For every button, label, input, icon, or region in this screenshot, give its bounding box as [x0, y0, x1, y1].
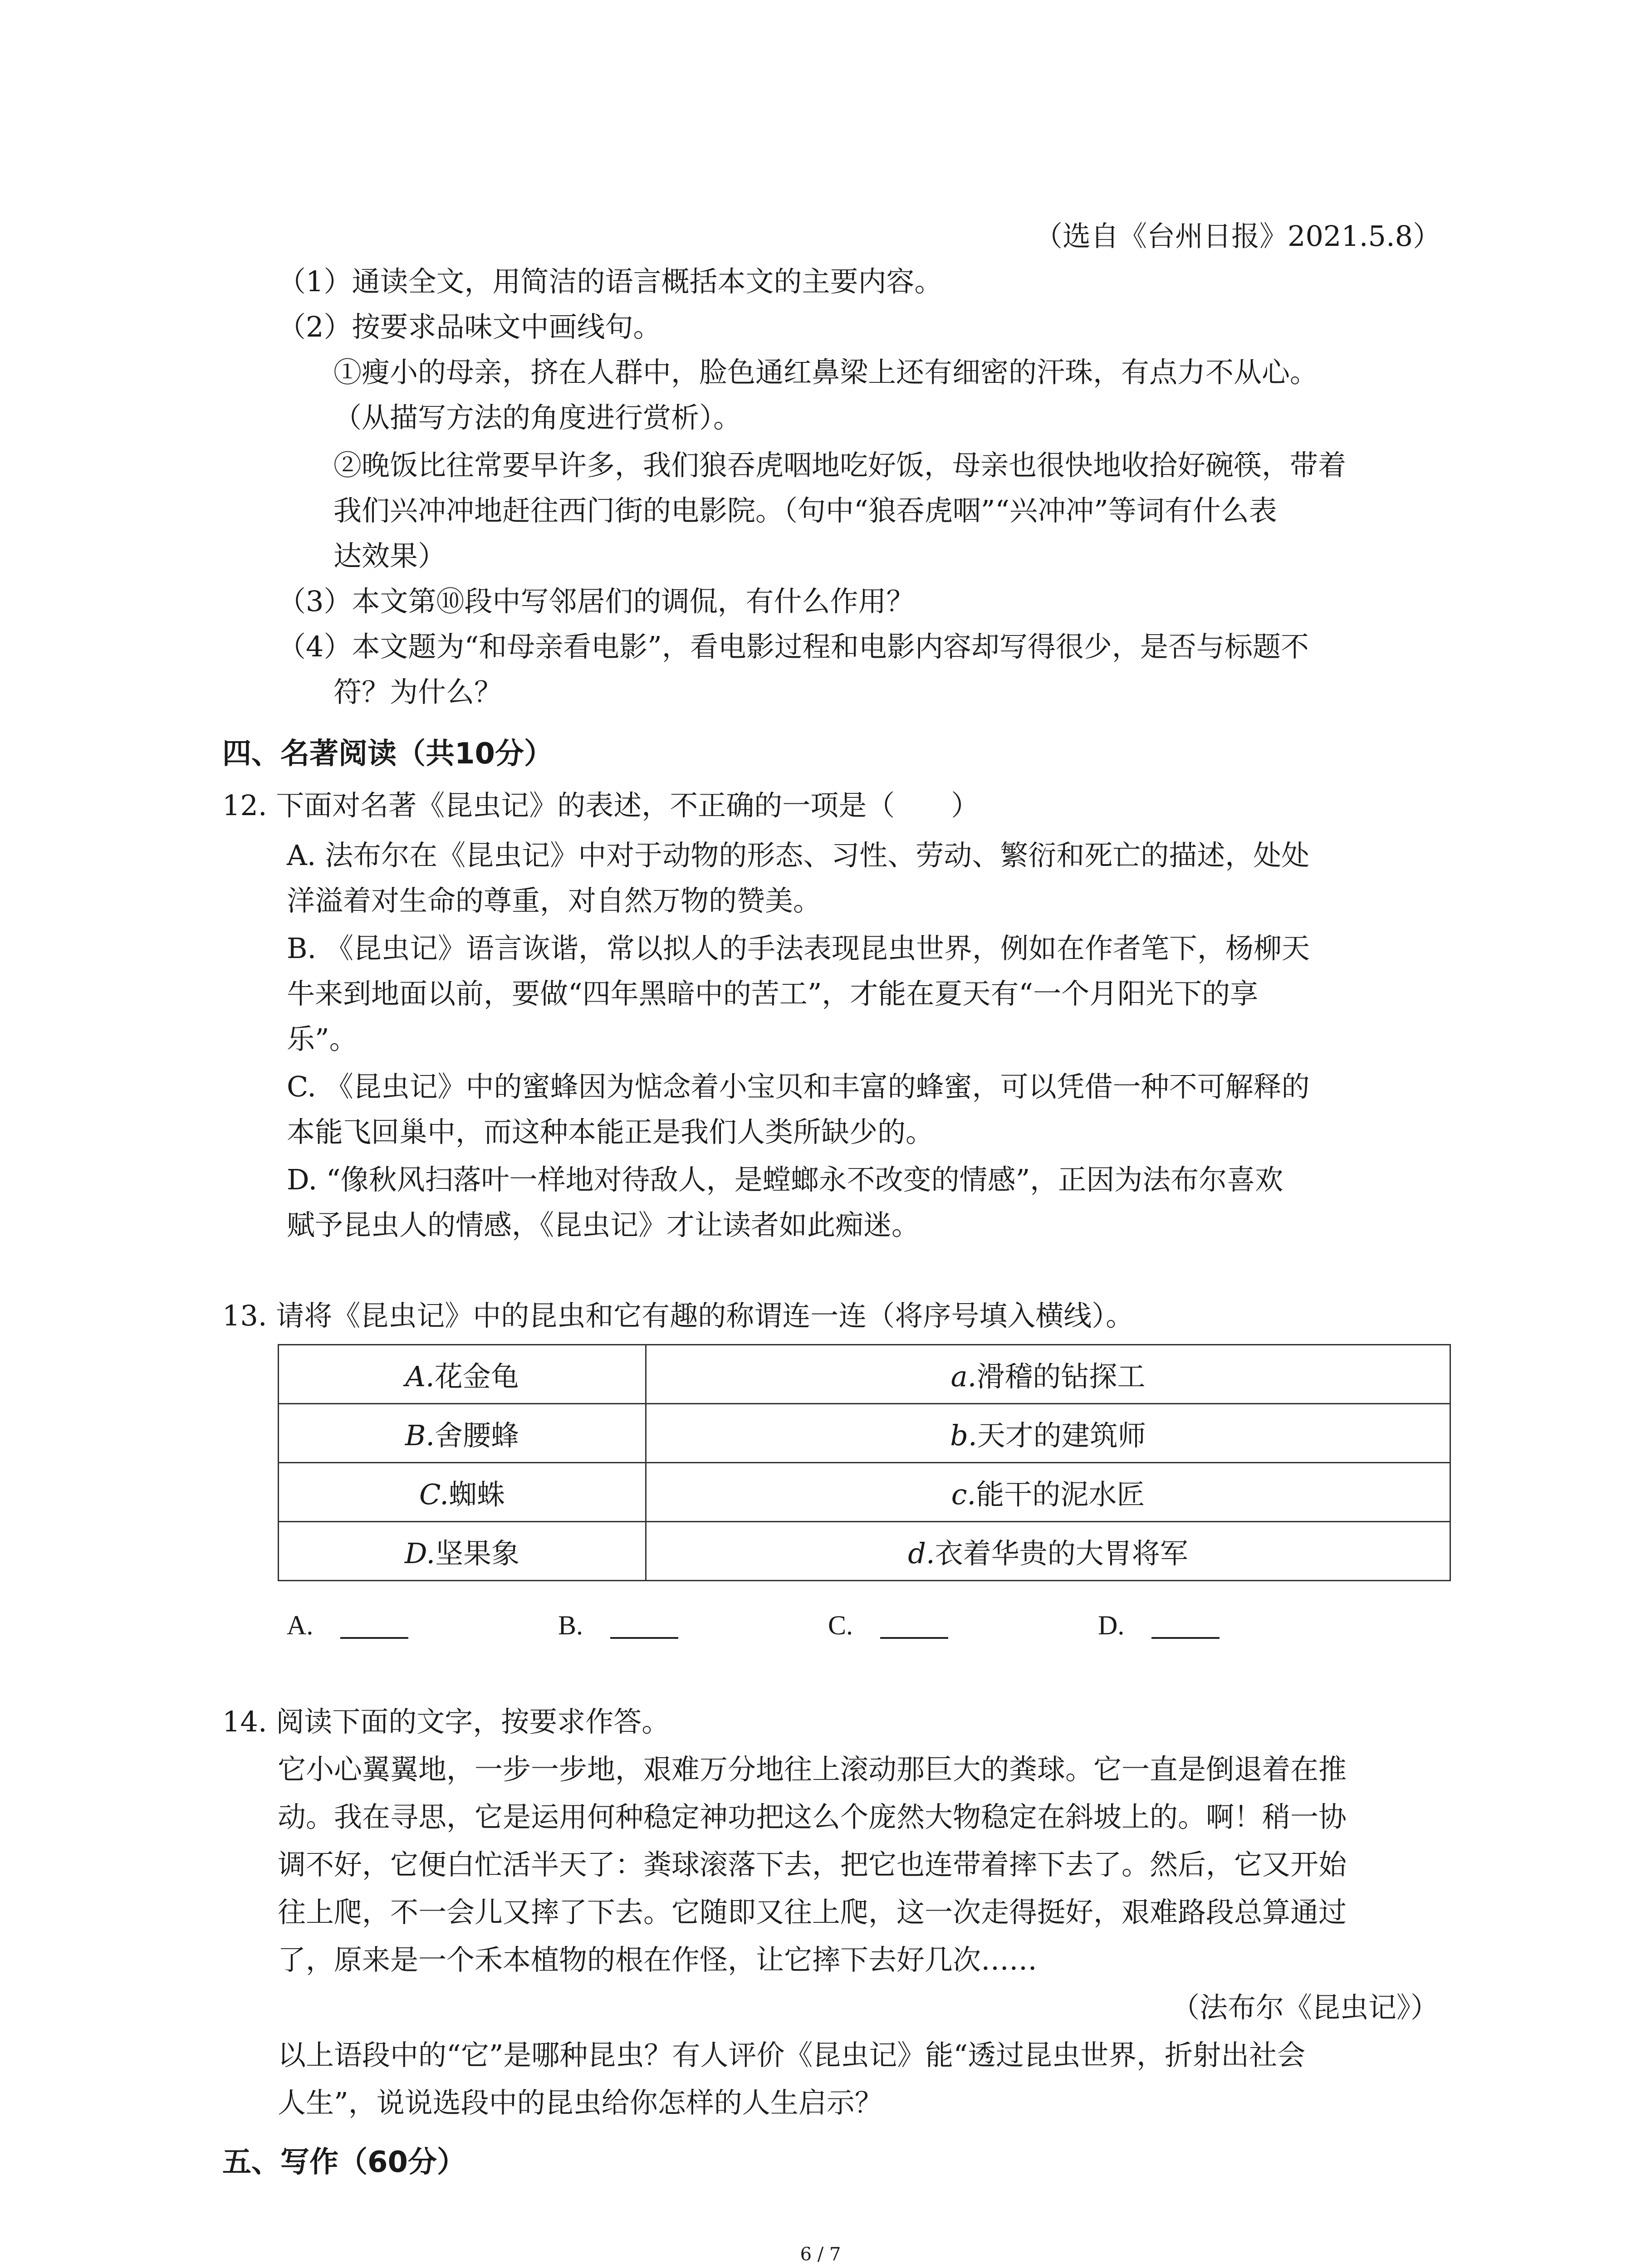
q14-passage-line-5: 了，原来是一个禾本植物的根在作怪，让它摔下去好几次…… — [278, 1943, 1038, 1976]
question-2-item-2-line-1: ②晚饭比往常要早许多，我们狼吞虎咽地吃好饭，母亲也很快地收拾好碗筷，带着 — [333, 449, 1347, 482]
q14-stem: 14. 阅读下面的文字，按要求作答。 — [222, 1705, 670, 1738]
table-row — [279, 1404, 1450, 1463]
question-4-line-2: 符？为什么？ — [333, 675, 503, 709]
question-1: （1）通读全文，用简洁的语言概括本文的主要内容。 — [278, 265, 943, 298]
q12-option-b-line-2: 牛来到地面以前，要做“四年黑暗中的苦工”，才能在夏天有“一个月阳光下的享 — [287, 977, 1259, 1010]
nickname-cell: d.衣着华贵的大胃将军 — [646, 1522, 1450, 1581]
q14-passage-line-1: 它小心翼翼地，一步一步地，艰难万分地往上滚动那巨大的粪球。它一直是倒退着在推 — [278, 1753, 1347, 1786]
answer-blank-d[interactable]: D. — [1098, 1612, 1220, 1639]
answer-blank-c[interactable]: C. — [828, 1612, 948, 1639]
q12-option-d-line-1: D. “像秋风扫落叶一样地对待敌人，是螳螂永不改变的情感”，正因为法布尔喜欢 — [287, 1163, 1283, 1196]
table-row — [279, 1345, 1450, 1404]
insect-matching-table — [278, 1344, 1451, 1581]
source-citation: （选自《台州日报》2021.5.8） — [1034, 220, 1441, 253]
insect-cell: D.坚果象 — [279, 1522, 646, 1581]
insect-cell: B.舍腰蜂 — [279, 1404, 646, 1463]
question-2: （2）按要求品味文中画线句。 — [278, 310, 661, 343]
q14-passage-line-2: 动。我在寻思，它是运用何种稳定神功把这么个庞然大物稳定在斜坡上的。啊！稍一协 — [278, 1800, 1347, 1833]
section-4-title: 四、名著阅读（共10分） — [222, 737, 554, 771]
table-row — [279, 1522, 1450, 1581]
q14-passage-line-3: 调不好，它便白忙活半天了：粪球滚落下去，把它也连带着摔下去了。然后，它又开始 — [278, 1848, 1347, 1881]
page-number: 6 / 7 — [800, 2244, 841, 2265]
q12-option-b-line-3: 乐”。 — [287, 1022, 358, 1056]
q12-option-a-line-1: A. 法布尔在《昆虫记》中对于动物的形态、习性、劳动、繁衍和死亡的描述，处处 — [287, 839, 1310, 872]
question-3: （3）本文第⑩段中写邻居们的调侃，有什么作用？ — [278, 585, 915, 618]
answer-blank-b[interactable]: B. — [558, 1612, 678, 1639]
q12-option-c-line-2: 本能飞回巢中，而这种本能正是我们人类所缺少的。 — [287, 1115, 934, 1149]
question-2-item-1-line-1: ①瘦小的母亲，挤在人群中，脸色通红鼻梁上还有细密的汗珠，有点力不从心。 — [333, 356, 1318, 389]
q12-option-a-line-2: 洋溢着对生命的尊重，对自然万物的赞美。 — [287, 884, 822, 917]
q14-passage-source: （法布尔《昆虫记》） — [1171, 1991, 1439, 2024]
q14-question-line-2: 人生”，说说选段中的昆虫给你怎样的人生启示？ — [278, 2086, 883, 2119]
q14-question-line-1: 以上语段中的“它”是哪种昆虫？有人评价《昆虫记》能“透过昆虫世界，折射出社会 — [278, 2038, 1306, 2072]
question-4-line-1: （4）本文题为“和母亲看电影”，看电影过程和电影内容却写得很少，是否与标题不 — [278, 630, 1309, 663]
table-row — [279, 1463, 1450, 1522]
nickname-cell: b.天才的建筑师 — [646, 1404, 1450, 1463]
q14-passage-line-4: 往上爬，不一会儿又摔了下去。它随即又往上爬，这一次走得挺好，艰难路段总算通过 — [278, 1896, 1347, 1929]
insect-cell: C.蜘蛛 — [279, 1463, 646, 1522]
q12-stem: 12. 下面对名著《昆虫记》的表述，不正确的一项是（ ） — [222, 789, 980, 822]
question-2-item-2-line-3: 达效果） — [333, 539, 446, 572]
nickname-cell: a.滑稽的钻探工 — [646, 1345, 1450, 1404]
insect-cell: A.花金龟 — [279, 1345, 646, 1404]
answer-blank-a[interactable]: A. — [287, 1612, 408, 1639]
section-5-title: 五、写作（60分） — [222, 2146, 466, 2179]
question-2-item-1-line-2: （从描写方法的角度进行赏析）。 — [333, 401, 742, 434]
q12-option-c-line-1: C. 《昆虫记》中的蜜蜂因为惦念着小宝贝和丰富的蜂蜜，可以凭借一种不可解释的 — [287, 1070, 1310, 1103]
nickname-cell: c.能干的泥水匠 — [646, 1463, 1450, 1522]
q12-option-b-line-1: B. 《昆虫记》语言诙谐，常以拟人的手法表现昆虫世界，例如在作者笔下，杨柳天 — [287, 932, 1310, 965]
q13-stem: 13. 请将《昆虫记》中的昆虫和它有趣的称谓连一连（将序号填入横线）。 — [222, 1299, 1134, 1332]
question-2-item-2-line-2: 我们兴冲冲地赶往西门街的电影院。（句中“狼吞虎咽”“兴冲冲”等词有什么表 — [333, 494, 1277, 527]
q12-option-d-line-2: 赋予昆虫人的情感，《昆虫记》才让读者如此痴迷。 — [287, 1208, 920, 1242]
